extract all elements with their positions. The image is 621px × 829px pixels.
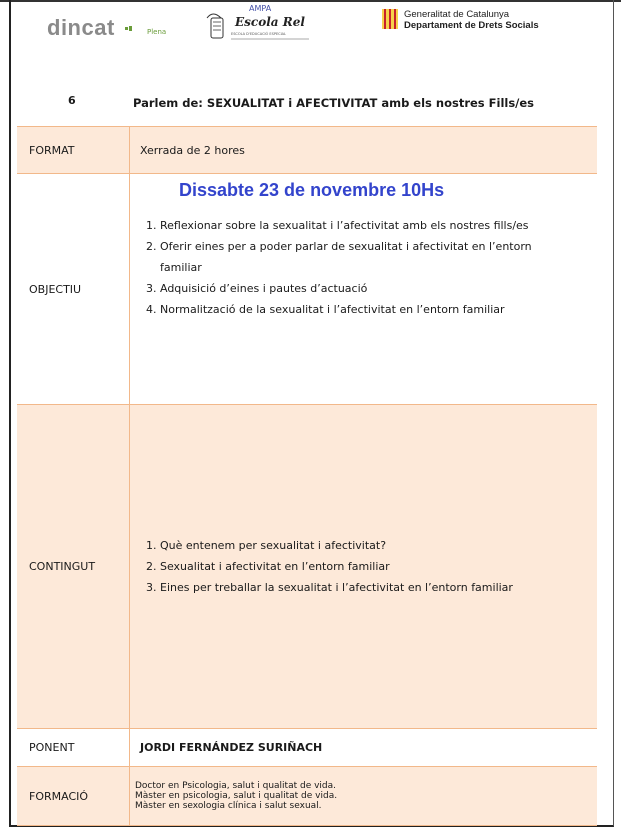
row-contingut <box>17 405 597 729</box>
ampa-sub: ESCOLA D'EDUCACIÓ ESPECIAL <box>231 32 286 36</box>
ampa-logo <box>203 4 313 44</box>
activity-table <box>17 126 597 826</box>
objectiu-cell <box>130 174 598 405</box>
row-format <box>17 127 597 174</box>
formacio-line: Màster en sexologia clínica i salut sexual. <box>135 801 322 811</box>
objectiu-label: OBJECTIU <box>17 174 130 405</box>
ponent-name: JORDI FERNÁNDEZ SURIÑACH <box>140 741 323 754</box>
contingut-cell <box>130 405 598 729</box>
row-formacio <box>17 767 597 826</box>
contingut-label: CONTINGUT <box>17 405 130 729</box>
dincat-mark <box>125 24 166 36</box>
row-objectiu <box>17 174 597 405</box>
ampa-top-text: AMPA <box>249 4 272 13</box>
session-date: Dissabte 23 de novembre 10Hs <box>179 180 445 200</box>
row-ponent <box>17 729 597 767</box>
ampa-name: Escola Rel <box>235 15 305 29</box>
formacio-line: Doctor en Psicologia, salut i qualitat de vida. <box>135 781 337 791</box>
content-item: 3. Eines per treballar la sexualitat i l’afectivitat en l’entorn familiar <box>146 581 513 594</box>
content-item: 2. Sexualitat i afectivitat en l’entorn familiar <box>146 560 390 573</box>
dincat-small-text: Plena <box>147 28 167 36</box>
formacio-line: Màster en psicologia, salut i qualitat de vida. <box>135 791 338 801</box>
gen-line2: Departament de Drets Socials <box>404 20 539 31</box>
gen-line1: Generalitat de Catalunya <box>404 9 510 20</box>
formacio-lines <box>130 781 597 811</box>
formacio-cell <box>130 767 598 826</box>
session-number: 6 <box>68 94 76 107</box>
content-item: 1. Què entenem per sexualitat i afectivitat? <box>146 539 387 552</box>
ponent-cell <box>130 729 598 767</box>
objective-item: 3. Adquisició d’eines i pautes d’actuació <box>146 282 368 295</box>
generalitat-logo <box>382 9 562 33</box>
format-value: Xerrada de 2 hores <box>130 127 598 174</box>
objectives-list <box>146 215 546 320</box>
session-title: Parlem de: SEXUALITAT i AFECTIVITAT amb els nostres Fills/es <box>133 96 535 110</box>
objective-item: 4. Normalització de la sexualitat i l’afectivitat en l’entorn familiar <box>146 303 505 316</box>
dincat-logo: dincat <box>47 15 115 40</box>
format-label: FORMAT <box>17 127 130 174</box>
dincat-leaf-icon <box>125 24 147 34</box>
ponent-label: PONENT <box>17 729 130 767</box>
objective-item: 2. Oferir eines per a poder parlar de sexualitat i afectivitat en l’entorn familiar <box>146 240 532 274</box>
formacio-label: FORMACIÓ <box>17 767 130 826</box>
contents-list <box>130 535 597 598</box>
senyera-icon <box>382 9 398 29</box>
objective-item: 1. Reflexionar sobre la sexualitat i l’afectivitat amb els nostres fills/es <box>146 219 529 232</box>
